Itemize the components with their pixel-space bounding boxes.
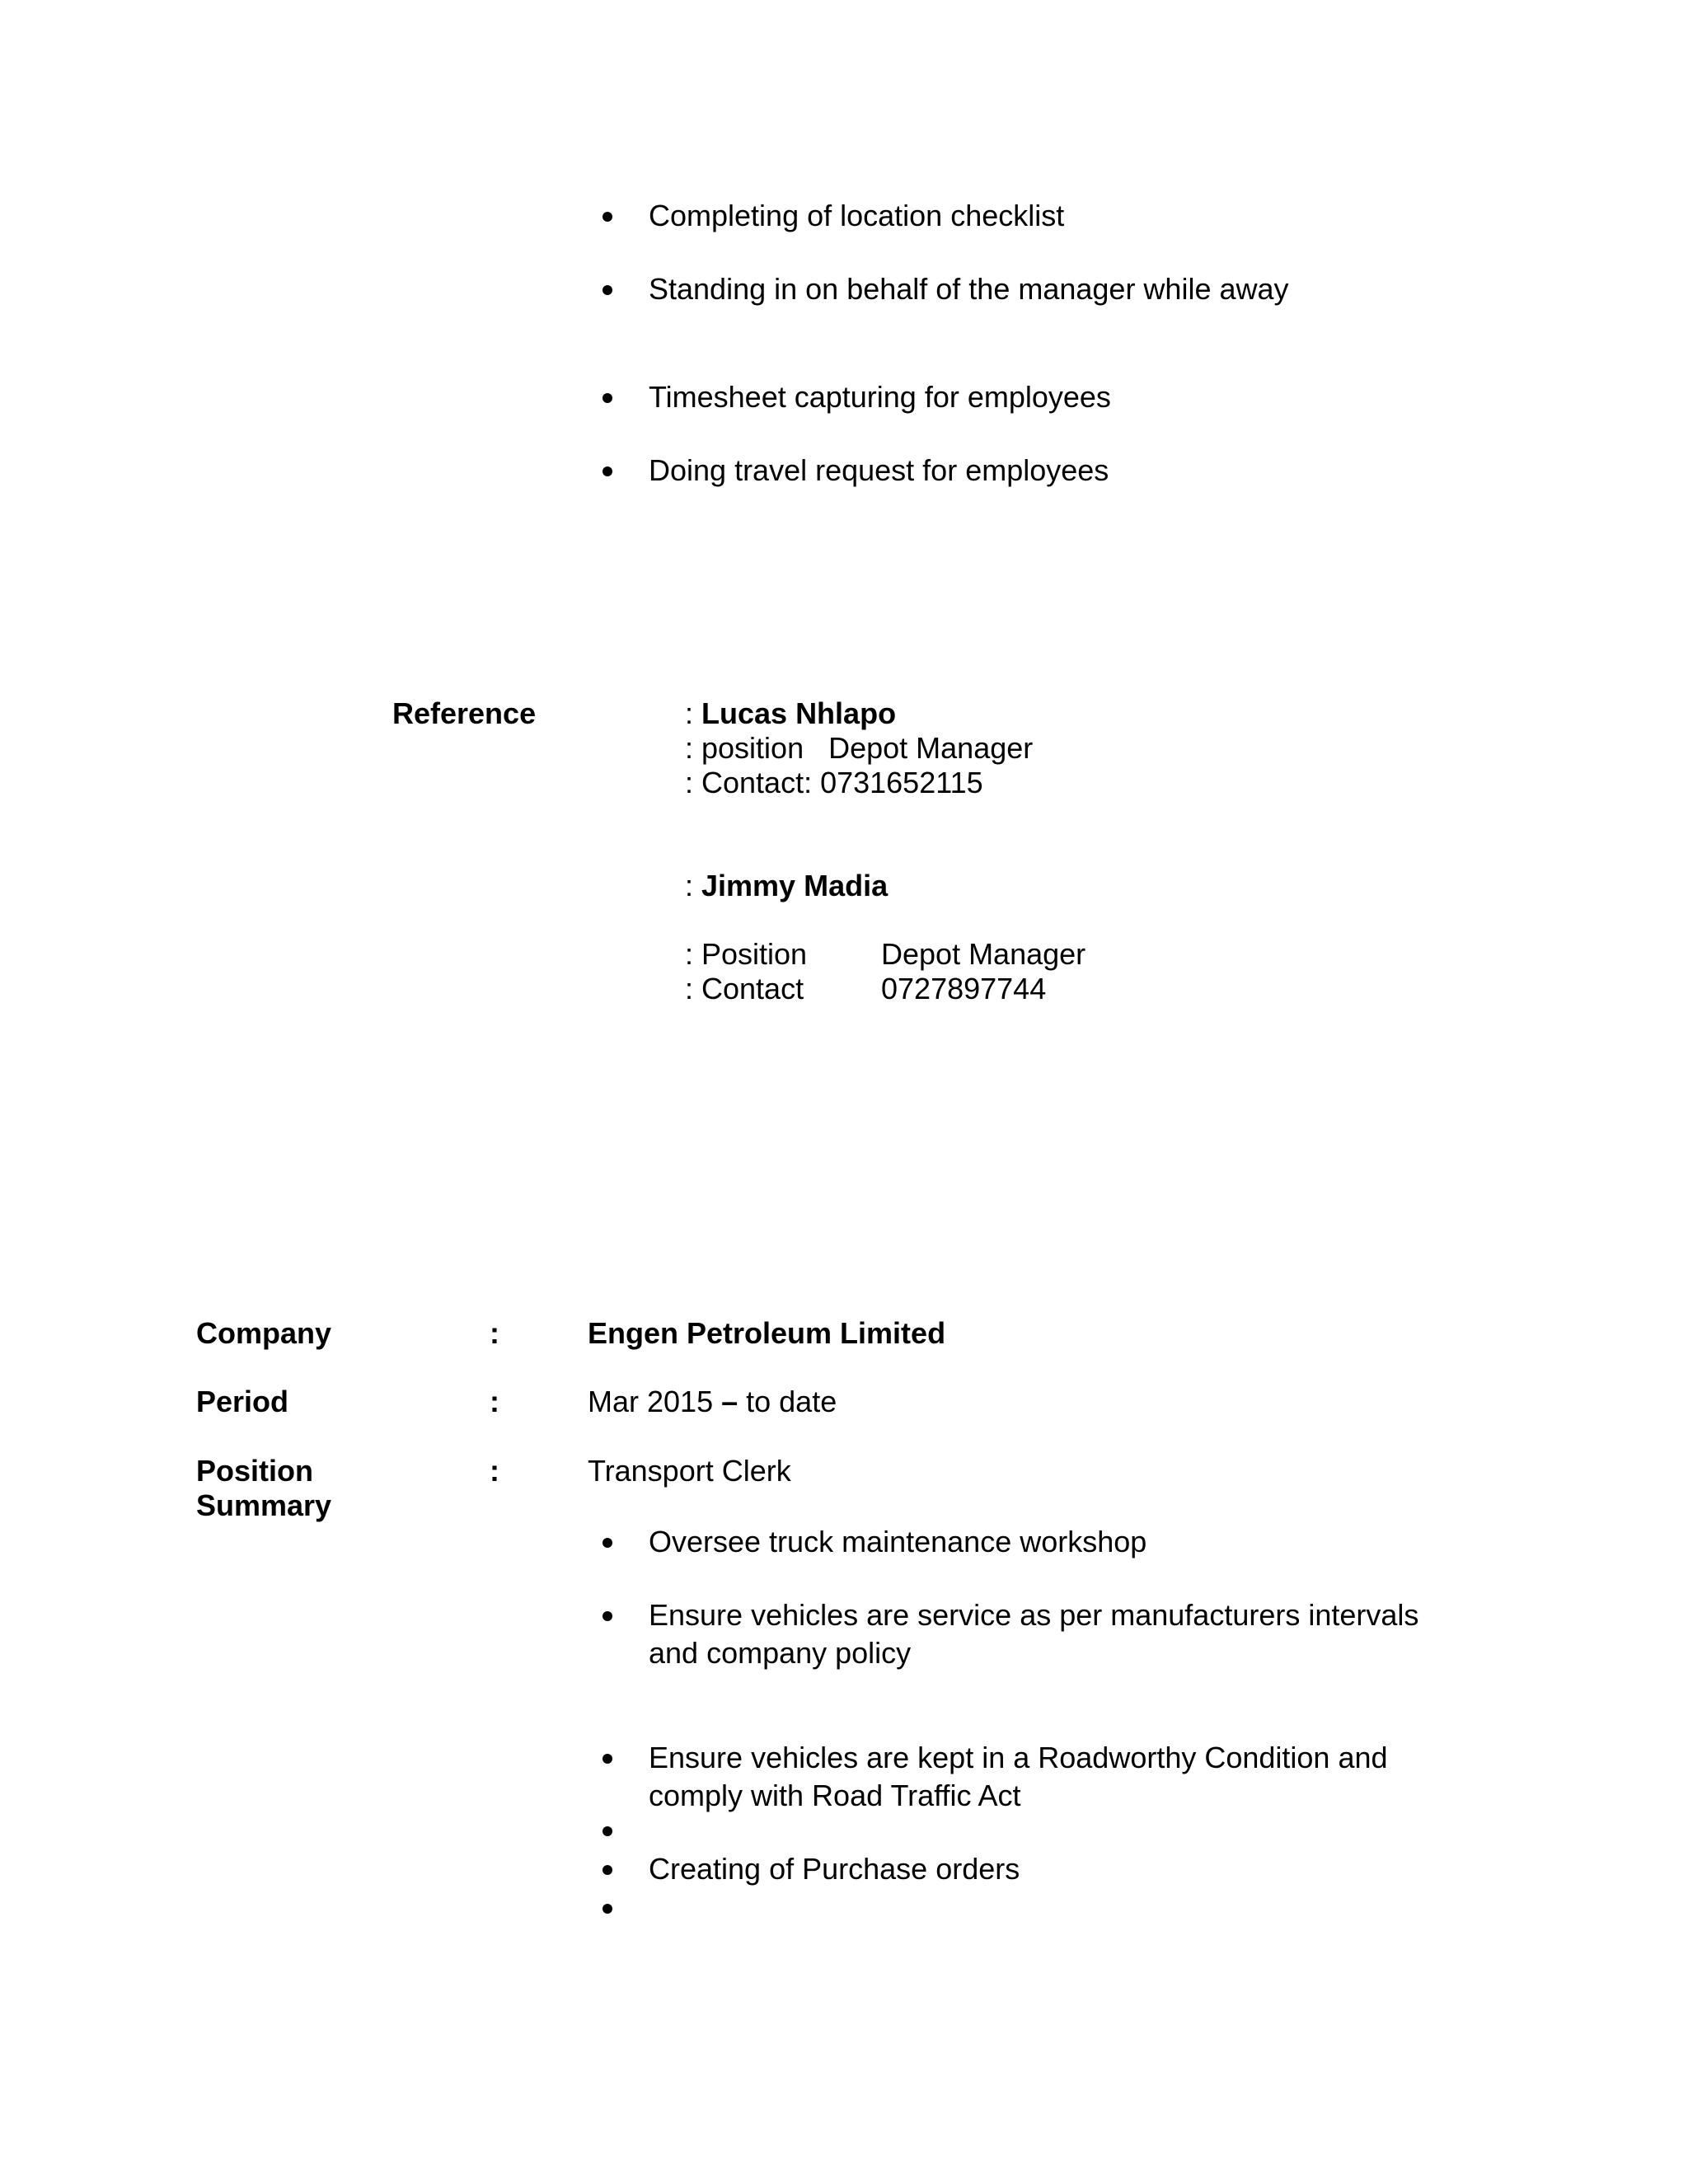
bullet-icon [603,1611,612,1621]
colon-prefix: : [685,696,702,730]
colon-prefix: : [685,869,702,902]
bullet-icon [603,1538,612,1548]
reference-1-contact: : Contact: 0731652115 [685,766,983,799]
reference-2-position-label: : Position [685,937,808,971]
period-start: Mar 2015 [588,1385,722,1418]
summary-label: Summary [196,1488,332,1522]
bullet-icon [603,466,612,476]
reference-2-name-line [685,869,888,903]
reference-2-position-value: Depot Manager [881,937,1086,971]
reference-1-position: : position Depot Manager [685,731,1034,765]
list-item: Timesheet capturing for employees [649,380,1111,414]
list-item: Doing travel request for employees [649,453,1109,487]
duty-item: Oversee truck maintenance workshop [649,1525,1147,1558]
bullet-icon [603,1826,612,1836]
reference-label: Reference [392,696,537,730]
period-end: to date [738,1385,837,1418]
reference-1-name-line [685,696,896,731]
reference-2-contact-value: 0727897744 [881,972,1047,1005]
position-value: Transport Clerk [588,1454,791,1488]
duty-item: Creating of Purchase orders [649,1852,1020,1886]
duty-item-continuation: and company policy [649,1636,912,1670]
reference-2-contact-label: : Contact [685,972,804,1005]
position-label: Position [196,1454,313,1488]
duty-item: Ensure vehicles are service as per manufacturers intervals [649,1598,1419,1632]
bullet-icon [603,1904,612,1914]
period-label: Period [196,1385,289,1418]
period-colon: : [490,1385,499,1418]
period-value [588,1385,837,1419]
duty-item: Ensure vehicles are kept in a Roadworthy Condition and [649,1741,1388,1774]
reference-1-name: Lucas Nhlapo [701,696,897,730]
position-colon: : [490,1454,499,1488]
bullet-icon [603,212,612,222]
bullet-icon [603,285,612,295]
period-dash: – [721,1385,738,1418]
list-item: Standing in on behalf of the manager while away [649,272,1289,306]
reference-2-name: Jimmy Madia [701,869,889,902]
duty-item-continuation: comply with Road Traffic Act [649,1779,1021,1812]
bullet-icon [603,393,612,403]
company-value: Engen Petroleum Limited [588,1316,946,1350]
company-colon: : [490,1316,499,1350]
list-item: Completing of location checklist [649,199,1065,232]
bullet-icon [603,1865,612,1875]
company-label: Company [196,1316,332,1350]
bullet-icon [603,1754,612,1764]
